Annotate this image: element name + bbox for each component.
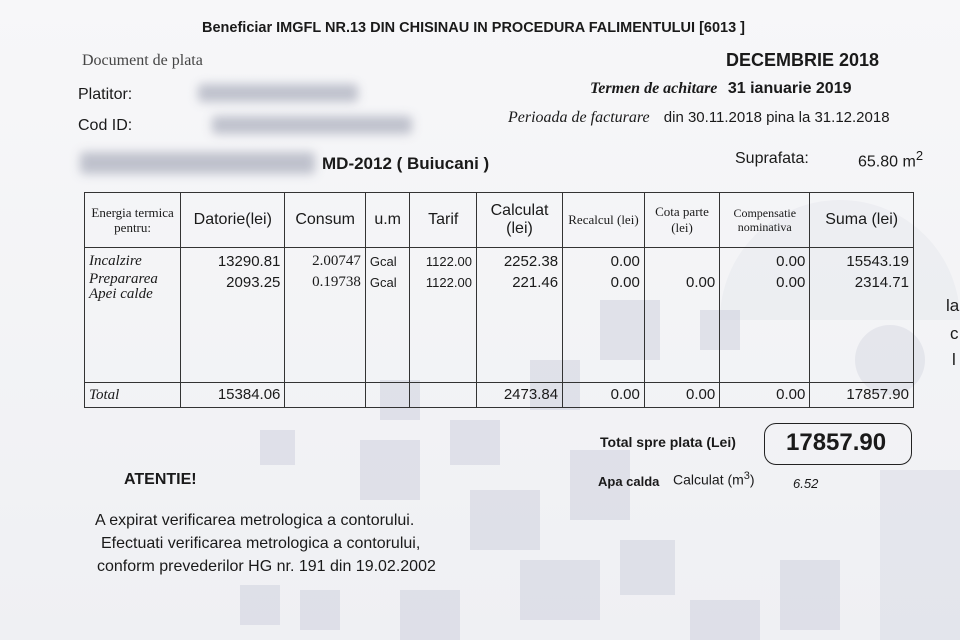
row-name: Prepararea Apei calde xyxy=(89,271,158,302)
table-header-row xyxy=(85,193,914,248)
debt-value: 13290.81 xyxy=(217,253,281,270)
total-calculat: 2473.84 xyxy=(476,383,562,408)
payer-label: Platitor: xyxy=(78,86,133,103)
consum-cell xyxy=(285,248,365,383)
col-tarif: Tarif xyxy=(410,193,476,248)
area-unit-sup: 2 xyxy=(915,148,924,163)
edge-text: c xyxy=(950,324,959,343)
recalcul-value: 0.00 xyxy=(610,274,640,291)
debt-cell xyxy=(181,248,285,383)
edge-text: l xyxy=(952,350,956,369)
total-cota: 0.00 xyxy=(644,383,719,408)
table-total-row xyxy=(85,383,914,408)
area-value: 65.80 $m^2$ xyxy=(858,148,924,171)
tarif-cell xyxy=(410,248,476,383)
col-debt: Datorie(lei) xyxy=(181,193,285,248)
compensatie-value: 0.00 xyxy=(776,253,806,270)
total-suma: 17857.90 xyxy=(810,383,914,408)
period-value: din 30.11.2018 pina la 31.12.2018 xyxy=(663,109,890,126)
charges-table xyxy=(84,192,914,408)
beneficiary-title: Beneficiar IMGFL NR.13 DIN CHISINAU IN PROCEDURA FALIMENTULUI [6013 ] xyxy=(202,20,746,36)
recalcul-value: 0.00 xyxy=(610,253,640,270)
calculat-cell xyxy=(476,248,562,383)
cota-value: 0.00 xyxy=(685,274,716,291)
consum-value: 0.19738 xyxy=(312,274,361,290)
um-value: Gcal xyxy=(369,275,397,290)
compensatie-cell xyxy=(720,248,810,383)
notice-line-1: A expirat verificarea metrologica a contorului. xyxy=(95,512,415,529)
col-cota: Cota parte (lei) xyxy=(644,193,719,248)
payer-name-redacted xyxy=(198,84,358,102)
col-recalcul: Recalcul (lei) xyxy=(563,193,645,248)
col-energy: Energia termica pentru: xyxy=(85,193,181,248)
hot-water-calc-value: 6.52 xyxy=(793,476,819,491)
col-compensatie: Compensatie nominativa xyxy=(720,193,810,248)
compensatie-value: 0.00 xyxy=(776,274,806,291)
cota-value xyxy=(649,251,715,272)
billing-period-line xyxy=(508,109,890,127)
total-payable-label: Total spre plata (Lei) xyxy=(600,434,736,450)
due-date: 31 ianuarie 2019 xyxy=(727,80,852,97)
cota-cell xyxy=(644,248,719,383)
um-value: Gcal xyxy=(369,254,397,269)
document-label: Document de plata xyxy=(82,52,203,69)
calculat-value: 221.46 xyxy=(512,274,559,291)
suma-value: 15543.19 xyxy=(846,253,909,270)
due-date-line xyxy=(590,80,852,98)
total-label: Total xyxy=(85,383,181,408)
edge-text: la xyxy=(946,296,960,315)
area-label: Suprafata: xyxy=(735,150,809,167)
suma-cell xyxy=(810,248,914,383)
code-label: Cod ID: xyxy=(78,117,133,134)
billing-month: DECEMBRIE 2018 xyxy=(726,50,880,70)
calculat-value: 2252.38 xyxy=(503,253,559,270)
address-code: MD-2012 ( Buiucani ) xyxy=(322,154,490,173)
col-suma: Suma (lei) xyxy=(810,193,914,248)
debt-value: 2093.25 xyxy=(226,274,281,291)
col-consum: Consum xyxy=(285,193,365,248)
total-debt: 15384.06 xyxy=(181,383,285,408)
code-id-redacted xyxy=(212,116,412,134)
total-compensatie: 0.00 xyxy=(720,383,810,408)
um-cell xyxy=(365,248,410,383)
row-name: Incalzire xyxy=(89,253,142,269)
notice-line-3: conform prevederilor HG nr. 191 din 19.02.2002 xyxy=(97,558,436,575)
hot-water-calc-label: Calculat $(m^3)$ xyxy=(673,470,755,488)
hot-water-label: Apa calda xyxy=(598,474,660,489)
tarif-value: 1122.00 xyxy=(425,254,472,269)
notice-line-2: Efectuati verificarea metrologica a contorului, xyxy=(101,535,421,552)
total-payable-value: 17857.90 xyxy=(786,429,887,456)
col-calculat: Calculat (lei) xyxy=(476,193,562,248)
notice-title: ATENTIE! xyxy=(124,471,197,488)
recalcul-cell xyxy=(563,248,645,383)
consum-value: 2.00747 xyxy=(312,253,361,269)
suma-value: 2314.71 xyxy=(854,274,909,291)
tarif-value: 1122.00 xyxy=(425,275,472,290)
table-body-row xyxy=(85,248,914,383)
due-label: Termen de achitare xyxy=(590,80,718,97)
energy-names-cell xyxy=(85,248,181,383)
col-um: u.m xyxy=(365,193,410,248)
total-recalcul: 0.00 xyxy=(563,383,645,408)
address-redacted xyxy=(80,152,315,174)
period-label: Perioada de facturare xyxy=(508,109,650,126)
